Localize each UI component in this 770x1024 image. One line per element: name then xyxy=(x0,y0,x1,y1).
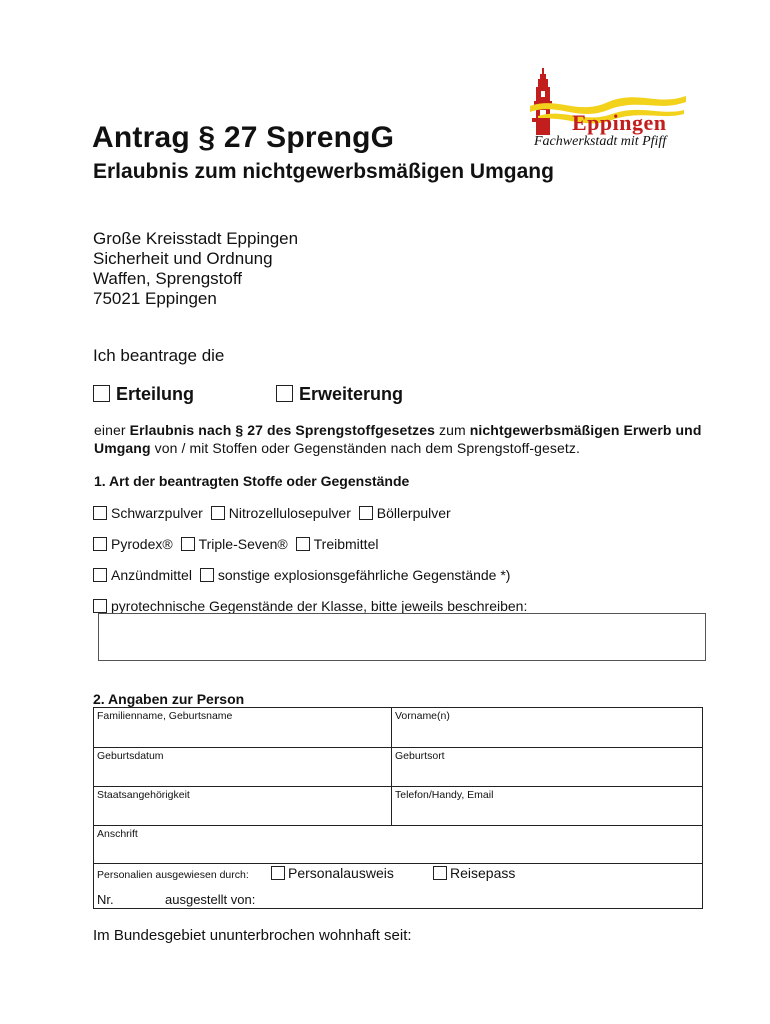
nitrocellulose-label: Nitrozellulosepulver xyxy=(228,505,351,521)
pyrodex-label: Pyrodex® xyxy=(111,536,173,552)
address-line-2: Sicherheit und Ordnung xyxy=(93,249,273,268)
passport-option[interactable] xyxy=(433,865,515,881)
extension-checkbox[interactable] xyxy=(276,385,293,402)
logo-slogan: Fachwerkstadt mit Pfiff xyxy=(534,134,667,149)
logo-wordmark: Eppingen xyxy=(572,110,667,135)
black-powder-label: Schwarzpulver xyxy=(111,505,203,521)
page-title: Antrag § 27 SprengG xyxy=(92,121,395,154)
boeller-powder-checkbox[interactable] xyxy=(359,506,373,520)
triple-seven-label: Triple-Seven® xyxy=(198,536,288,552)
document-number-row[interactable] xyxy=(97,892,256,907)
other-explosives-label: sonstige explosionsgefährliche Gegenstände *) xyxy=(217,567,511,583)
eppingen-logo xyxy=(528,58,688,154)
address-line-4: 75021 Eppingen xyxy=(93,289,217,308)
nitrocellulose-checkbox[interactable] xyxy=(211,506,225,520)
address-label: Anschrift xyxy=(97,828,138,840)
request-description: einer Erlaubnis nach § 27 des Sprengstoffgesetzes zum nichtgewerbsmäßigen Erwerb und Umgang von / mit Stoffen oder Gegenständen nach dem Sprengstoff-gesetz. xyxy=(94,422,702,456)
section-1-title: 1. Art der beantragten Stoffe oder Gegenstände xyxy=(94,473,410,489)
substance-row-4 xyxy=(93,598,527,614)
propellant-checkbox[interactable] xyxy=(296,537,310,551)
family-name-label: Familienname, Geburtsname xyxy=(97,710,233,722)
pyrodex-checkbox[interactable] xyxy=(93,537,107,551)
igniter-checkbox[interactable] xyxy=(93,568,107,582)
residence-since-label: Im Bundesgebiet ununterbrochen wohnhaft seit: xyxy=(93,927,412,944)
first-name-label: Vorname(n) xyxy=(395,710,450,722)
id-document-label: Personalien ausgewiesen durch: xyxy=(97,869,249,881)
pyrotechnics-checkbox[interactable] xyxy=(93,599,107,613)
grant-checkbox[interactable] xyxy=(93,385,110,402)
section-2-title: 2. Angaben zur Person xyxy=(93,691,245,707)
id-document-row xyxy=(97,865,516,881)
pyrotechnics-label: pyrotechnische Gegenstände der Klasse, bitte jeweils beschreiben: xyxy=(111,598,528,614)
address-line-1: Große Kreisstadt Eppingen xyxy=(93,229,299,248)
phone-email-field[interactable] xyxy=(392,787,702,826)
document-number-label: Nr. xyxy=(97,892,114,907)
phone-email-label: Telefon/Handy, Email xyxy=(395,789,494,801)
id-card-option[interactable] xyxy=(271,865,394,881)
birth-date-field[interactable] xyxy=(94,748,392,787)
substance-row-3 xyxy=(93,567,510,583)
substance-row-2 xyxy=(93,536,378,552)
nationality-field[interactable] xyxy=(94,787,392,826)
option-grant[interactable] xyxy=(93,384,194,405)
grant-label: Erteilung xyxy=(116,384,195,404)
birth-place-field[interactable] xyxy=(392,748,702,787)
other-explosives-checkbox[interactable] xyxy=(200,568,214,582)
person-details-table xyxy=(93,707,703,909)
first-name-field[interactable] xyxy=(392,708,702,748)
extension-label: Erweiterung xyxy=(299,384,404,404)
nationality-label: Staatsangehörigkeit xyxy=(97,789,190,801)
page-subtitle: Erlaubnis zum nichtgewerbsmäßigen Umgang xyxy=(93,160,554,183)
birth-date-label: Geburtsdatum xyxy=(97,750,164,762)
option-extension[interactable] xyxy=(276,384,403,405)
passport-label: Reisepass xyxy=(450,865,516,881)
family-name-field[interactable] xyxy=(94,708,392,748)
boeller-powder-label: Böllerpulver xyxy=(376,505,451,521)
pyrotechnics-description-field[interactable] xyxy=(98,613,706,661)
triple-seven-checkbox[interactable] xyxy=(181,537,195,551)
address-field[interactable] xyxy=(94,826,702,864)
id-card-checkbox[interactable] xyxy=(271,866,285,880)
propellant-label: Treibmittel xyxy=(313,536,379,552)
issued-by-label: ausgestellt von: xyxy=(165,892,256,907)
address-line-3: Waffen, Sprengstoff xyxy=(93,269,242,288)
substance-row-1 xyxy=(93,505,451,521)
black-powder-checkbox[interactable] xyxy=(93,506,107,520)
passport-checkbox[interactable] xyxy=(433,866,447,880)
igniter-label: Anzündmittel xyxy=(111,567,192,583)
request-intro: Ich beantrage die xyxy=(93,346,225,365)
id-card-label: Personalausweis xyxy=(288,865,394,881)
birth-place-label: Geburtsort xyxy=(395,750,445,762)
